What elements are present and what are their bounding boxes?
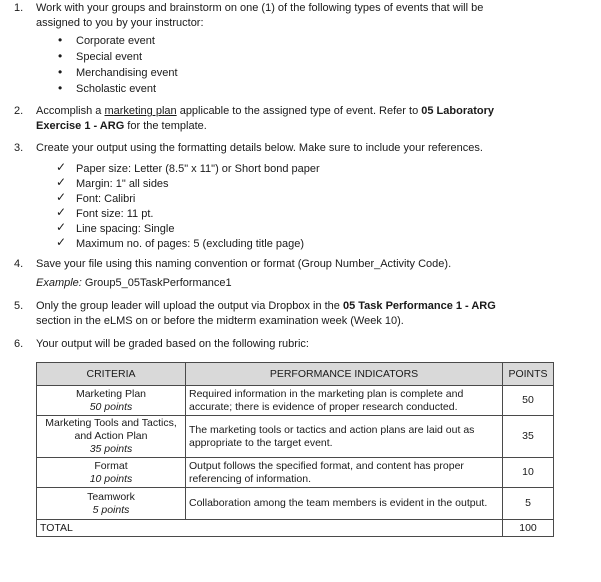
checkmark-icon: ✓ bbox=[56, 175, 67, 189]
format-checklist bbox=[56, 162, 320, 252]
event-type-list bbox=[58, 34, 178, 98]
item-4-text: Save your file using this naming convention or format (Group Number_Activity Code). bbox=[36, 258, 452, 270]
instruction-item-2 bbox=[14, 104, 594, 134]
item-number: 3. bbox=[14, 142, 24, 154]
criteria-cell: Teamwork 5 points bbox=[37, 488, 186, 520]
item-5-text: Only the group leader will upload the output via Dropbox in the bbox=[36, 300, 343, 312]
lab-exercise-reference: Exercise 1 - ARG bbox=[36, 120, 125, 132]
table-row bbox=[37, 416, 554, 458]
item-1-line-1: Work with your groups and brainstorm on one (1) of the following types of events that will be bbox=[36, 2, 484, 14]
total-row bbox=[37, 520, 554, 537]
checkmark-icon: ✓ bbox=[56, 205, 67, 219]
item-number: 5. bbox=[14, 300, 24, 312]
marketing-plan-link[interactable]: marketing plan bbox=[104, 105, 177, 117]
instruction-item-1 bbox=[14, 1, 594, 31]
list-item: • Corporate event bbox=[58, 34, 178, 50]
table-row bbox=[37, 488, 554, 520]
criteria-header: CRITERIA bbox=[37, 363, 186, 386]
task-performance-reference: 05 Task Performance 1 - ARG bbox=[342, 300, 496, 312]
instruction-item-4 bbox=[14, 257, 594, 291]
list-item: ✓ Line spacing: Single bbox=[56, 220, 175, 235]
item-3-text: Create your output using the formatting details below. Make sure to include your references. bbox=[36, 142, 483, 154]
example-value: Group5_05TaskPerformance1 bbox=[81, 277, 232, 289]
instruction-item-6 bbox=[14, 337, 594, 352]
list-item: • Scholastic event bbox=[58, 82, 178, 98]
table-header-row bbox=[37, 363, 554, 386]
criteria-cell: Marketing Tools and Tactics, and Action Plan 35 points bbox=[37, 416, 186, 458]
indicators-header: PERFORMANCE INDICATORS bbox=[186, 363, 503, 386]
indicator-cell: Output follows the specified format, and content has proper referencing of information. bbox=[186, 458, 503, 488]
table-row bbox=[37, 386, 554, 416]
rubric-table bbox=[36, 362, 554, 537]
example-label: Example: bbox=[36, 277, 82, 289]
list-item: ✓ Paper size: Letter (8.5" x 11") or Short bond paper bbox=[56, 160, 320, 175]
item-2-text: for the template. bbox=[124, 120, 207, 132]
points-cell: 35 bbox=[503, 416, 554, 458]
checkmark-icon: ✓ bbox=[56, 220, 67, 234]
item-6-text: Your output will be graded based on the following rubric: bbox=[36, 338, 309, 350]
points-cell: 5 bbox=[503, 488, 554, 520]
total-label: TOTAL bbox=[37, 520, 503, 537]
list-item: ✓ Margin: 1" all sides bbox=[56, 175, 169, 190]
criteria-cell: Marketing Plan 50 points bbox=[37, 386, 186, 416]
item-2-text: Accomplish a bbox=[36, 105, 105, 117]
checkmark-icon: ✓ bbox=[56, 160, 67, 174]
item-number: 2. bbox=[14, 105, 24, 117]
item-number: 4. bbox=[14, 258, 24, 270]
indicator-cell: Collaboration among the team members is evident in the output. bbox=[186, 488, 503, 520]
list-item: ✓ Font size: 11 pt. bbox=[56, 205, 154, 220]
instruction-item-5 bbox=[14, 299, 594, 329]
total-points: 100 bbox=[503, 520, 554, 537]
points-header: POINTS bbox=[503, 363, 554, 386]
list-item: • Merchandising event bbox=[58, 66, 178, 82]
list-item: ✓ Font: Calibri bbox=[56, 190, 136, 205]
points-cell: 50 bbox=[503, 386, 554, 416]
item-number: 6. bbox=[14, 338, 24, 350]
indicator-cell: The marketing tools or tactics and action plans are laid out as appropriate to the target event. bbox=[186, 416, 503, 458]
points-cell: 10 bbox=[503, 458, 554, 488]
list-item: • Special event bbox=[58, 50, 178, 66]
item-2-text: applicable to the assigned type of event. Refer to bbox=[176, 105, 422, 117]
item-1-line-2: assigned to you by your instructor: bbox=[36, 17, 204, 29]
lab-exercise-reference: 05 Laboratory bbox=[421, 105, 494, 117]
item-number: 1. bbox=[14, 2, 24, 14]
criteria-cell: Format 10 points bbox=[37, 458, 186, 488]
table-row bbox=[37, 458, 554, 488]
list-item: ✓ Maximum no. of pages: 5 (excluding title page) bbox=[56, 235, 305, 250]
checkmark-icon: ✓ bbox=[56, 190, 67, 204]
instruction-item-3 bbox=[14, 141, 594, 156]
checkmark-icon: ✓ bbox=[56, 235, 67, 249]
item-5-line-2: section in the eLMS on or before the midterm examination week (Week 10). bbox=[36, 315, 404, 327]
indicator-cell: Required information in the marketing plan is complete and accurate; there is evidence of proper research conducted. bbox=[186, 386, 503, 416]
